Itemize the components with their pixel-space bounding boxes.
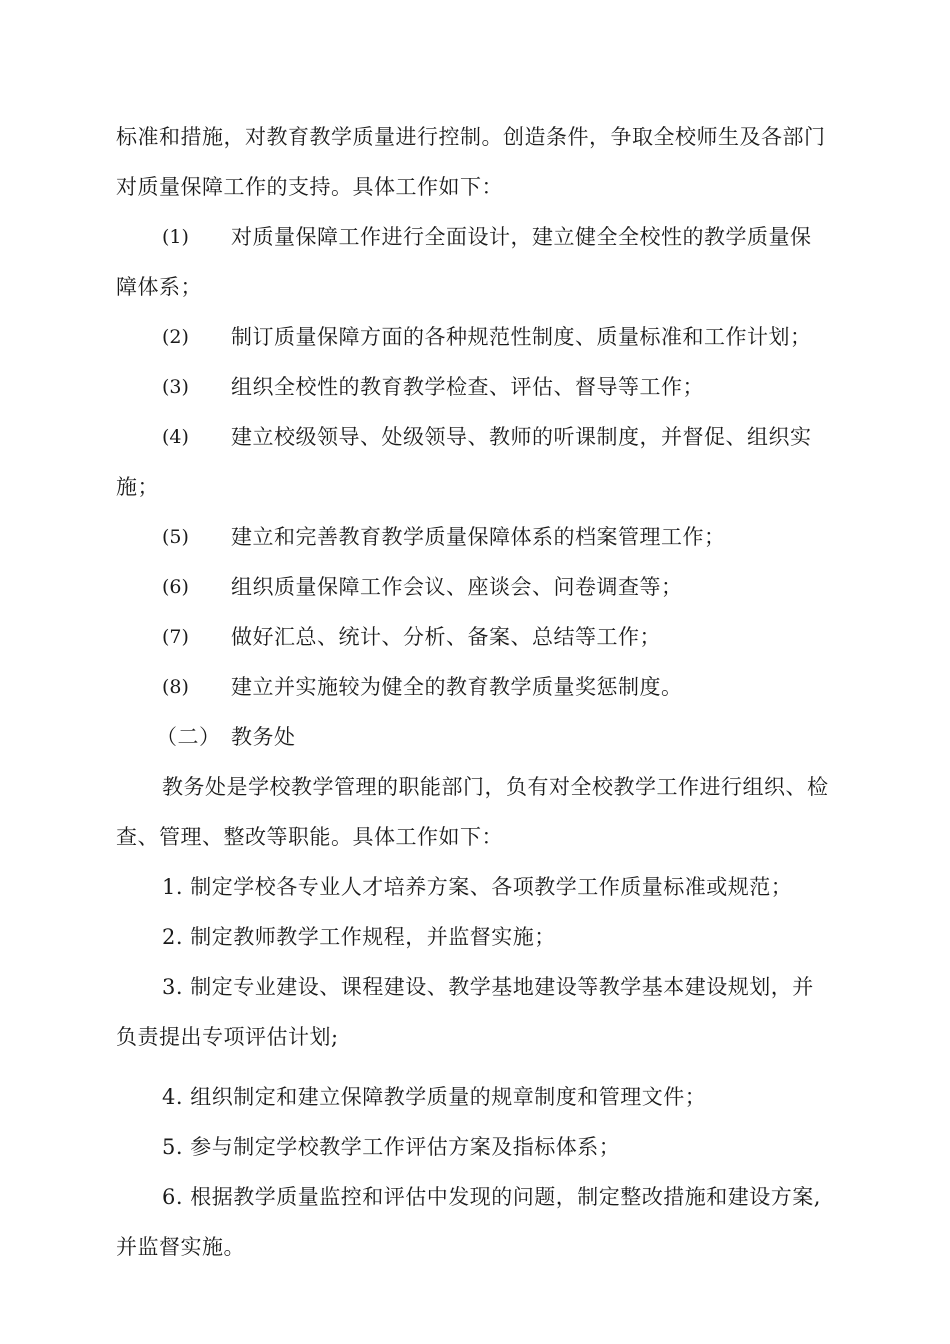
item-text-1-continued: 障体系； [116,275,202,299]
section-number: （二） [156,725,221,749]
duty-item-6-continued: 并监督实施。 [116,1235,245,1259]
item-text-4-continued: 施； [116,475,159,499]
item-text-8: 建立并实施较为健全的教育教学质量奖惩制度。 [231,675,683,699]
item-text-2: 制订质量保障方面的各种规范性制度、质量标准和工作计划； [231,325,812,349]
item-number-5: (5) [162,526,189,548]
item-text-7: 做好汇总、统计、分析、备案、总结等工作； [231,625,661,649]
item-number-7: (7) [162,626,189,648]
duty-item-5: 5. 参与制定学校教学工作评估方案及指标体系； [162,1135,621,1159]
section-title: 教务处 [231,725,296,749]
item-number-4: (4) [162,426,189,448]
duty-item-1: 1. 制定学校各专业人才培养方案、各项教学工作质量标准或规范； [162,875,793,899]
item-text-3: 组织全校性的教育教学检查、评估、督导等工作； [231,375,704,399]
item-number-3: (3) [162,376,189,398]
duty-item-4: 4. 组织制定和建立保障教学质量的规章制度和管理文件； [162,1085,707,1109]
duty-item-3: 3. 制定专业建设、课程建设、教学基地建设等教学基本建设规划，并 [162,975,814,999]
intro-line-1: 标准和措施，对教育教学质量进行控制。创造条件，争取全校师生及各部门 [116,125,826,149]
item-number-8: (8) [162,676,189,698]
item-text-4: 建立校级领导、处级领导、教师的听课制度，并督促、组织实 [231,425,812,449]
duty-item-2: 2. 制定教师教学工作规程，并监督实施； [162,925,556,949]
item-number-2: (2) [162,326,189,348]
section-intro-line-1: 教务处是学校教学管理的职能部门，负有对全校教学工作进行组织、检 [162,775,829,799]
item-number-1: (1) [162,226,189,248]
intro-line-2: 对质量保障工作的支持。具体工作如下： [116,175,503,199]
item-text-1: 对质量保障工作进行全面设计，建立健全全校性的教学质量保 [231,225,812,249]
item-text-6: 组织质量保障工作会议、座谈会、问卷调查等； [231,575,683,599]
item-number-6: (6) [162,576,189,598]
section-intro-line-2: 查、管理、整改等职能。具体工作如下： [116,825,503,849]
item-text-5: 建立和完善教育教学质量保障体系的档案管理工作； [231,525,726,549]
duty-item-6: 6. 根据教学质量监控和评估中发现的问题，制定整改措施和建设方案, [162,1185,821,1209]
duty-item-3-continued: 负责提出专项评估计划; [116,1025,339,1049]
